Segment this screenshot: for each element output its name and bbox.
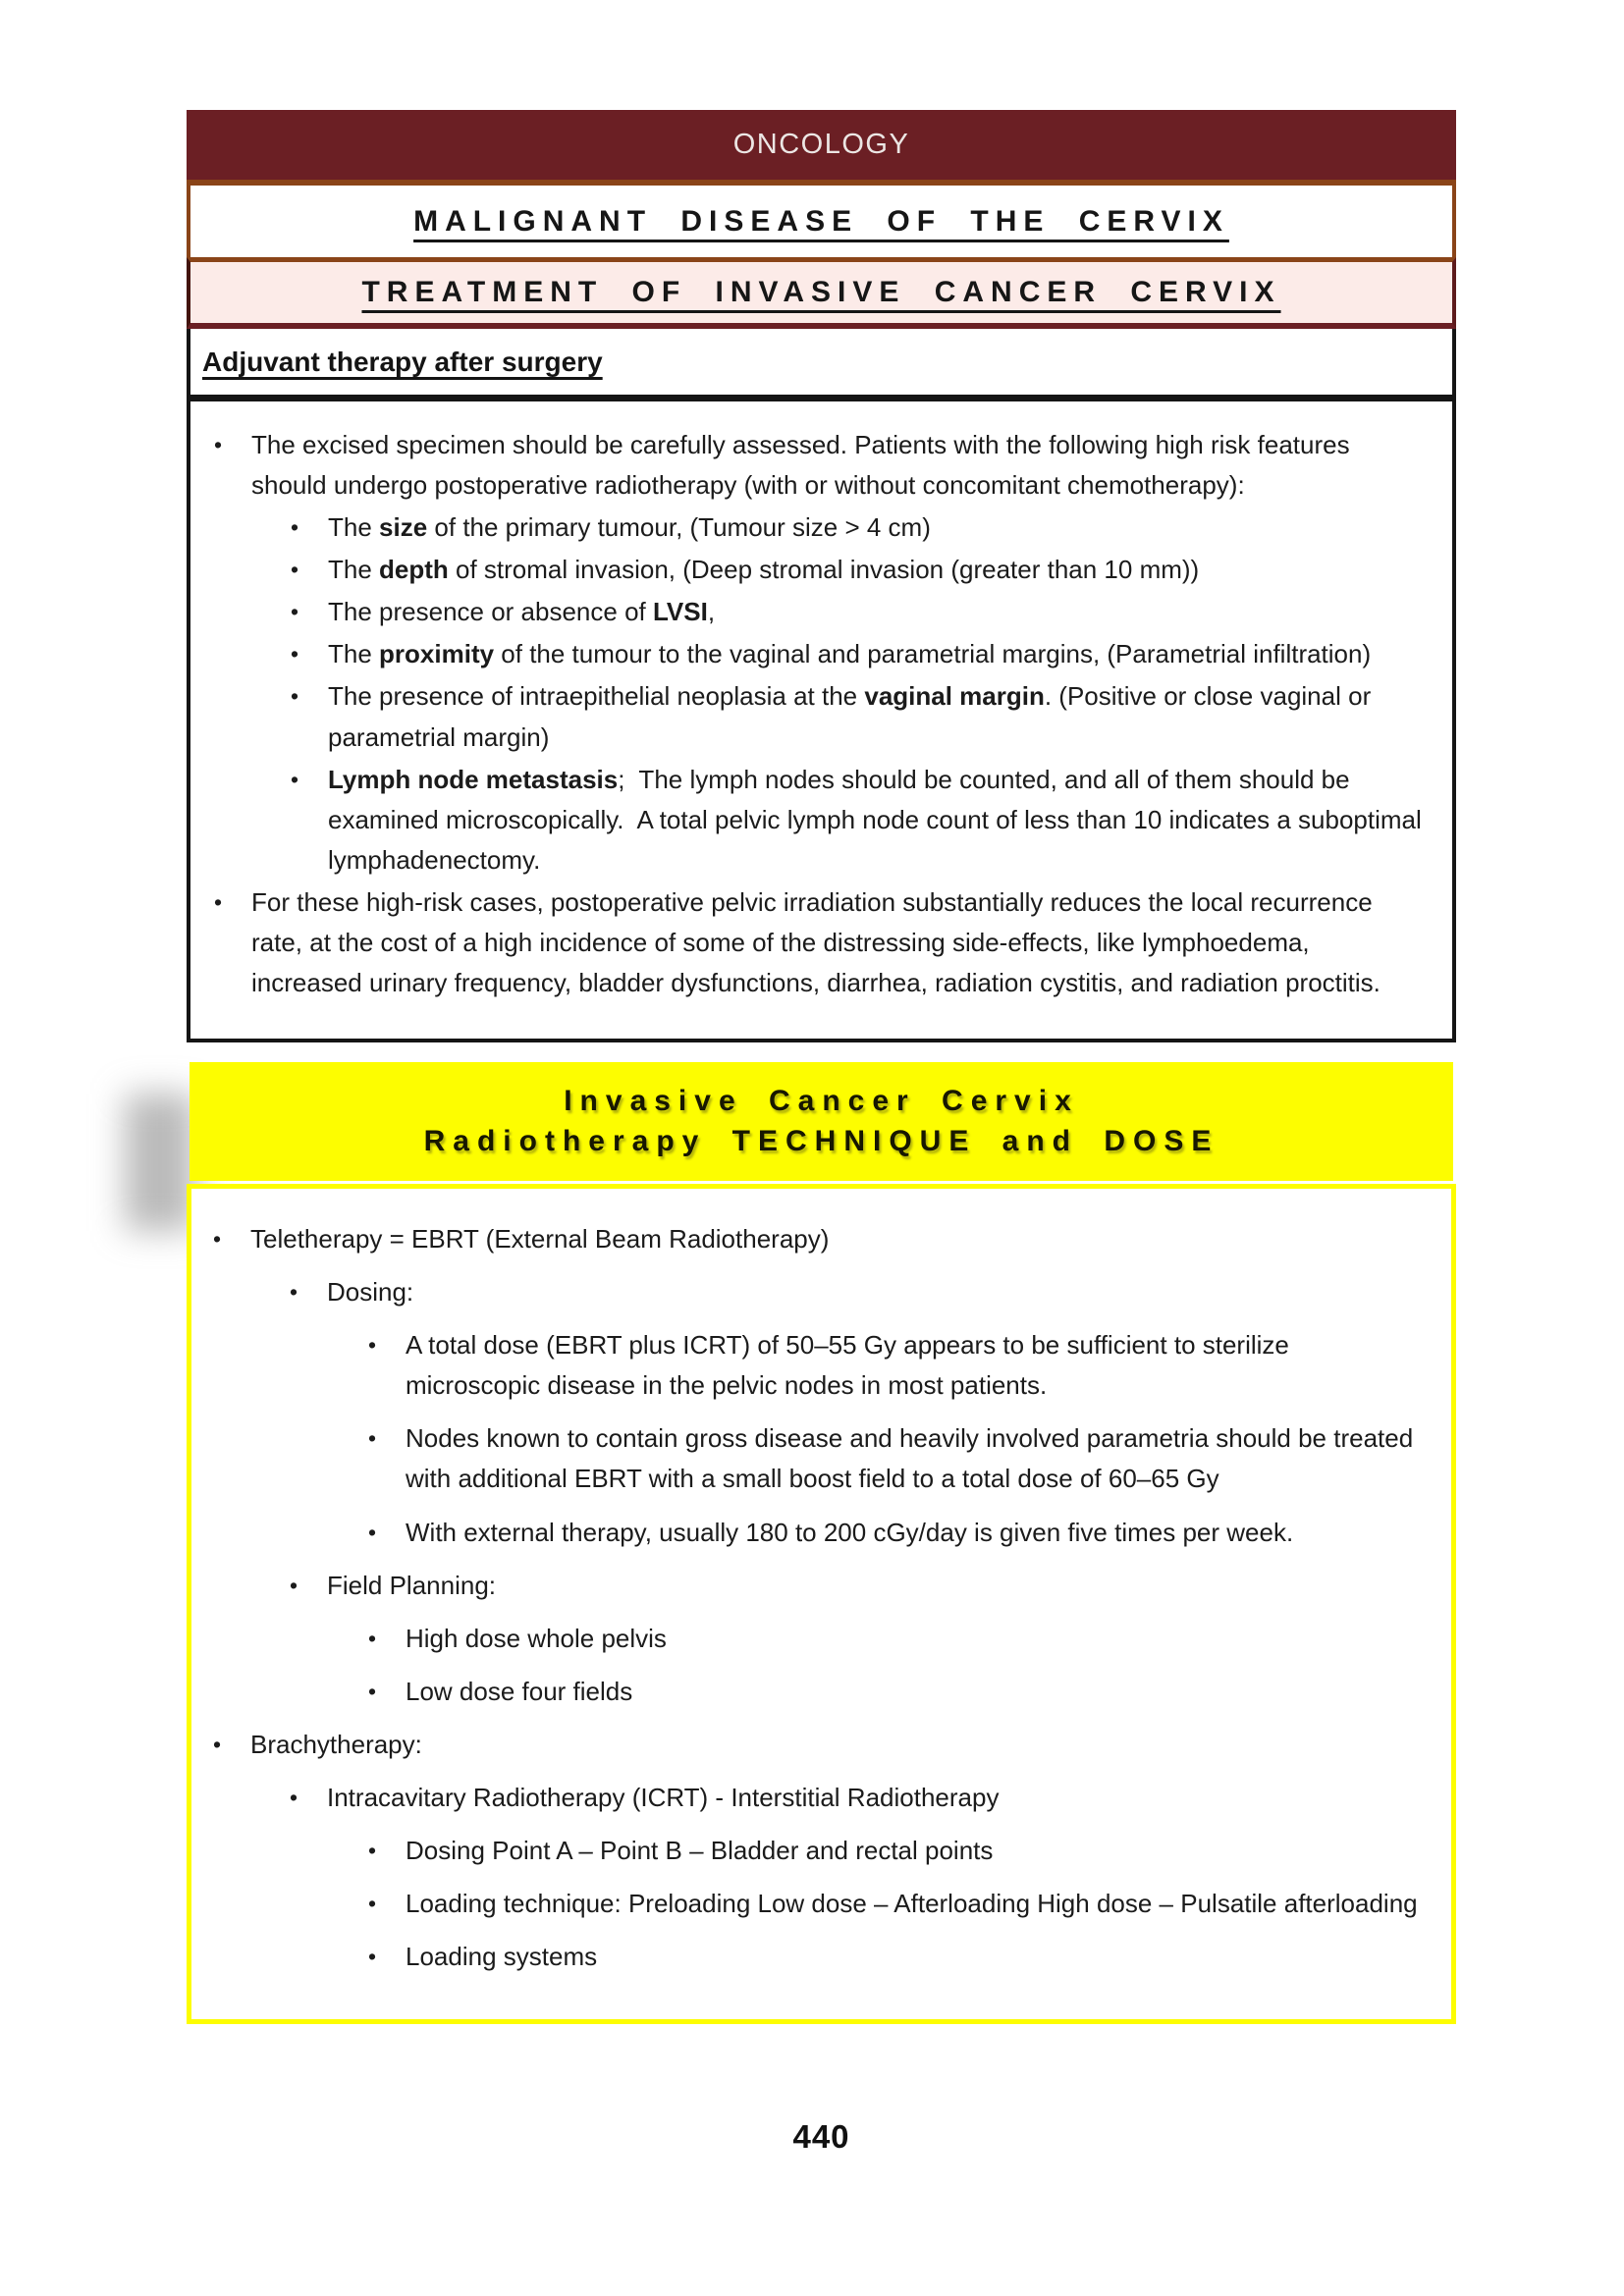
list-item [191,1672,1435,1712]
bullet-icon: • [291,557,299,583]
list-item-text: The size of the primary tumour, (Tumour size > 4 cm) [328,512,931,543]
list-item-text: Intracavitary Radiotherapy (ICRT) - Interstitial Radiotherapy [327,1782,1000,1812]
bullet-icon: • [290,1784,298,1810]
radiotherapy-content-box [187,1184,1456,2024]
list-item-text: Nodes known to contain gross disease and heavily involved parametria should be treated with additional EBRT with a small boost field to a total dose of 60–65 Gy [406,1423,1414,1494]
list-item [192,676,1429,757]
document-page [187,110,1456,2156]
bullet-icon: • [291,599,299,625]
bullet-icon: • [214,432,223,457]
list-item-text: Field Planning: [327,1570,496,1600]
bullet-icon: • [368,1838,377,1864]
list-item-text: Loading technique: Preloading Low dose – Afterloading High dose – Pulsatile afterloading [406,1889,1418,1919]
list-item [191,1884,1435,1924]
bullet-icon: • [368,1625,377,1651]
bullet-icon: • [291,641,299,667]
section-title-band [187,257,1456,329]
list-item [191,1513,1435,1553]
yellow-title-line1: Invasive Cancer Cervix [564,1085,1079,1118]
bullet-icon: • [368,1425,377,1452]
list-item [191,1566,1435,1606]
list-item [191,1272,1435,1312]
subsection-title: Adjuvant therapy after surgery [202,346,603,377]
bullet-icon: • [368,1944,377,1970]
list-item [191,1619,1435,1659]
list-item-text: The presence or absence of LVSI, [328,597,716,627]
list-item-text: Teletherapy = EBRT (External Beam Radiotherapy) [250,1224,830,1255]
list-item [191,1325,1435,1406]
list-item-text: Lymph node metastasis; The lymph nodes should be counted, and all of them should be examined microscopically. A total pelvic lymph node count of less than 10 indicates a suboptimal lymphadenectomy. [328,764,1422,875]
bullet-icon: • [368,1332,377,1359]
list-item-text: For these high-risk cases, postoperative pelvic irradiation substantially reduces the local recurrence rate, at the cost of a high incidence of some of the distressing side-effects, like lymphoedema, increased urinary frequency, bladder dysfunctions, diarrhea, radiation cystitis, and radiation proctitis. [251,886,1380,998]
list-item-text: Low dose four fields [406,1676,633,1706]
list-item [191,1937,1435,1977]
list-item [192,760,1429,881]
list-item-text: The proximity of the tumour to the vaginal and parametrial margins, (Parametrial infiltration) [328,639,1372,669]
bullet-icon: • [213,1731,222,1757]
bullet-icon: • [290,1279,298,1306]
main-title: MALIGNANT DISEASE OF THE CERVIX [413,204,1229,238]
bullet-icon: • [214,888,223,915]
list-item [191,1418,1435,1499]
list-item-text: Brachytherapy: [250,1729,422,1759]
list-item [192,550,1429,590]
list-item-text: With external therapy, usually 180 to 200 cGy/day is given five times per week. [406,1517,1294,1547]
list-item [191,1778,1435,1818]
section-title: TREATMENT OF INVASIVE CANCER CERVIX [361,276,1281,308]
list-item [192,882,1429,1003]
list-item [191,1831,1435,1871]
page-number: 440 [792,2118,850,2156]
bullet-icon: • [291,514,299,541]
bullet-icon: • [291,683,299,710]
list-item-text: Dosing: [327,1277,414,1308]
yellow-section-header [189,1062,1453,1181]
list-item-text: Dosing Point A – Point B – Bladder and rectal points [406,1836,994,1866]
subsection-title-row [187,329,1456,401]
bullet-icon: • [368,1678,377,1704]
list-item-text: The presence of intraepithelial neoplasia at the vaginal margin. (Positive or close vaginal or parametrial margin) [328,681,1372,752]
list-item-text: Loading systems [406,1942,598,1972]
list-item [191,1725,1435,1765]
bullet-icon: • [368,1891,377,1917]
oncology-band [187,110,1456,180]
yellow-title-line2: Radiotherapy TECHNIQUE and DOSE [423,1125,1219,1158]
oncology-title: ONCOLOGY [732,129,910,160]
list-item [192,592,1429,632]
bullet-icon: • [368,1519,377,1545]
list-item [192,634,1429,674]
bullet-icon: • [290,1572,298,1598]
bullet-icon: • [213,1226,222,1253]
adjuvant-content-box [187,401,1456,1042]
main-title-band [187,180,1456,257]
list-item [192,425,1429,506]
bullet-icon: • [291,766,299,792]
list-item-text: High dose whole pelvis [406,1623,667,1653]
list-item-text: The depth of stromal invasion, (Deep stromal invasion (greater than 10 mm)) [328,555,1200,585]
list-item-text: The excised specimen should be carefully assessed. Patients with the following high risk features should undergo postoperative radiotherapy (with or without concomitant chemotherapy): [251,430,1350,501]
list-item-text: A total dose (EBRT plus ICRT) of 50–55 Gy appears to be sufficient to sterilize microscopic disease in the pelvic nodes in most patients. [406,1330,1289,1401]
list-item [191,1219,1435,1259]
list-item [192,507,1429,548]
